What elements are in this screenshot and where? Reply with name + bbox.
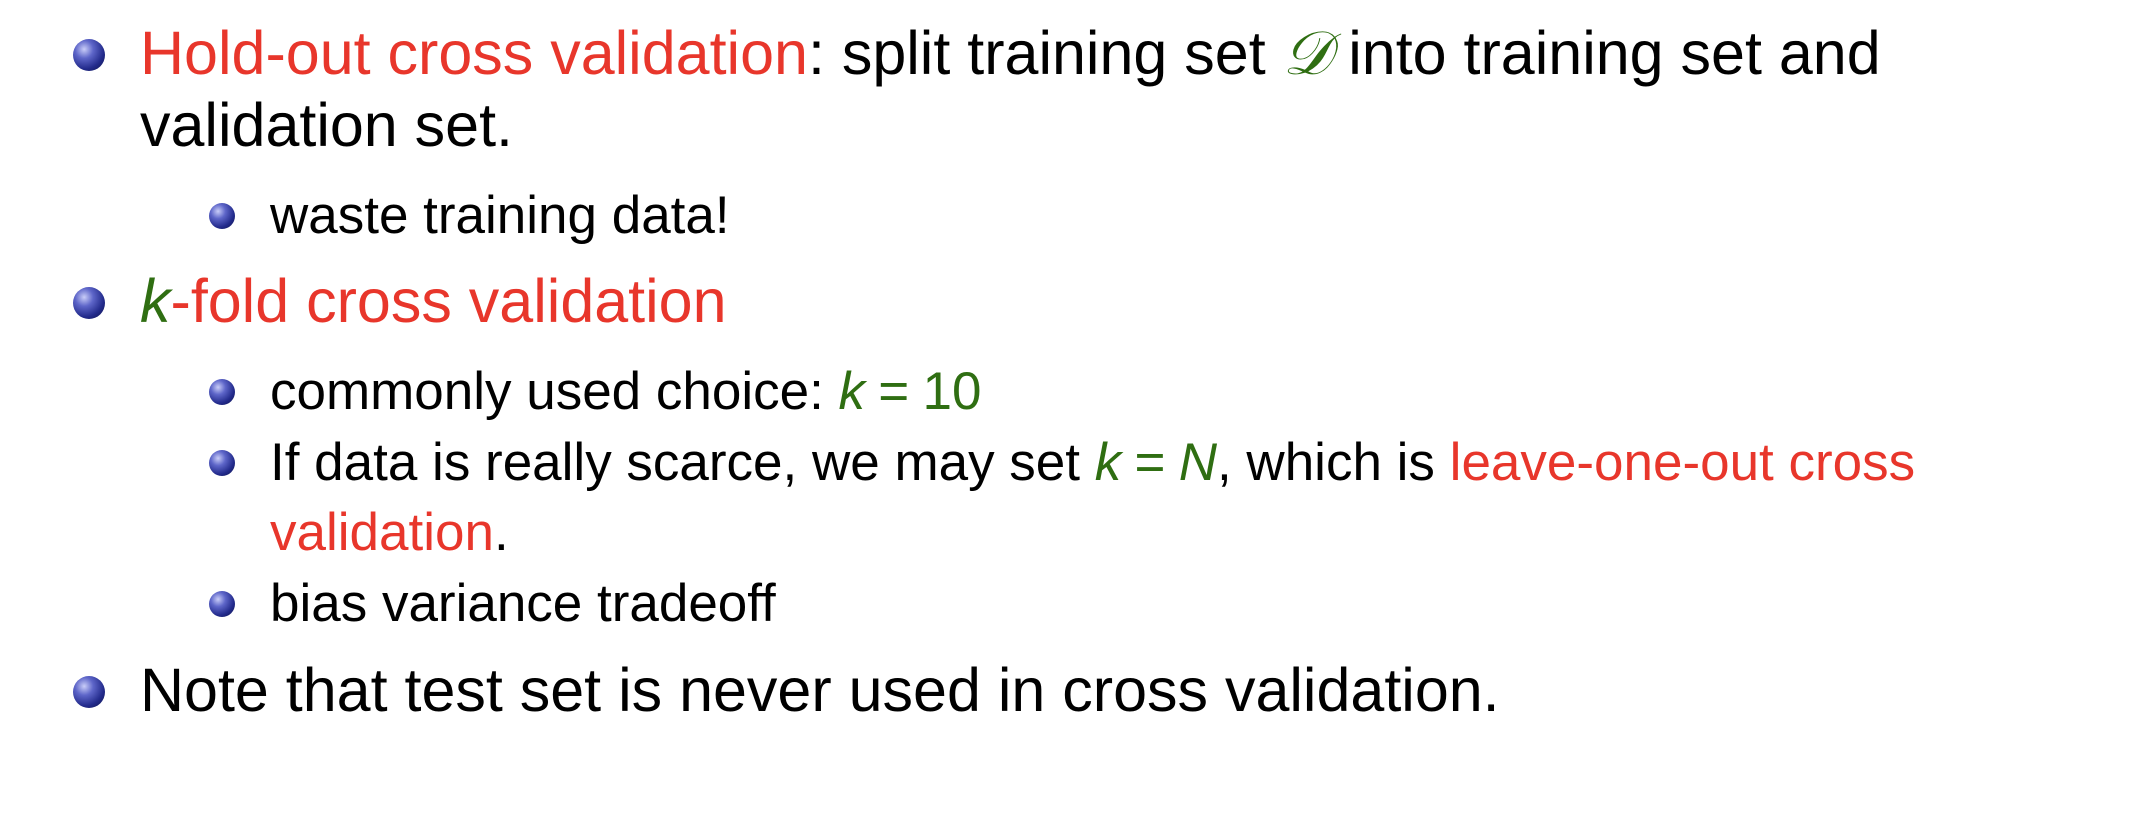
k-symbol: k (140, 267, 171, 335)
holdout-bullet-line-2 (140, 89, 2120, 161)
equals-sign: = (1134, 433, 1166, 492)
loocv-point-line-2 (270, 497, 2120, 569)
test-set-note-text: Note that test set is never used in cross validation. (140, 656, 1500, 724)
equals-sign: = (878, 362, 910, 421)
holdout-text-end: into training set and (1331, 19, 1881, 87)
holdout-bullet-line-1 (140, 17, 2120, 90)
waste-data-point (270, 180, 2120, 252)
k-equals-n (1095, 433, 1217, 492)
loocv-point-line-1 (270, 427, 2120, 499)
k-equals-10 (839, 362, 982, 421)
n-symbol: N (1178, 433, 1217, 492)
holdout-term: Hold-out cross validation (140, 19, 808, 87)
holdout-text-line-2: validation set. (140, 91, 513, 159)
kfold-term: -fold cross validation (170, 267, 727, 335)
sub-bullet-icon (209, 591, 235, 617)
bias-variance-text: bias variance tradeoff (270, 574, 776, 633)
loocv-term-line-2: validation (270, 503, 494, 562)
test-set-note (140, 654, 2120, 726)
dataset-symbol: 𝒟 (1282, 18, 1332, 89)
sub-bullet-icon (209, 379, 235, 405)
loocv-text: If data is really scarce, we may set (270, 433, 1095, 492)
period: . (493, 503, 509, 562)
kfold-bullet (140, 265, 2120, 337)
bullet-icon (73, 676, 105, 708)
k-symbol: k (838, 362, 866, 421)
holdout-text: : split training set (807, 19, 1283, 87)
waste-data-text: waste training data! (270, 186, 730, 245)
bullet-icon (73, 39, 105, 71)
common-choice-text: commonly used choice: (270, 362, 839, 421)
bias-variance-point (270, 568, 2120, 640)
common-choice-point (270, 356, 2120, 428)
bullet-icon (73, 287, 105, 319)
sub-bullet-icon (209, 450, 235, 476)
sub-bullet-icon (209, 203, 235, 229)
loocv-term: leave-one-out cross (1449, 433, 1916, 492)
loocv-text-b: , which is (1216, 433, 1450, 492)
k-value: 10 (922, 362, 982, 421)
k-symbol: k (1094, 433, 1122, 492)
